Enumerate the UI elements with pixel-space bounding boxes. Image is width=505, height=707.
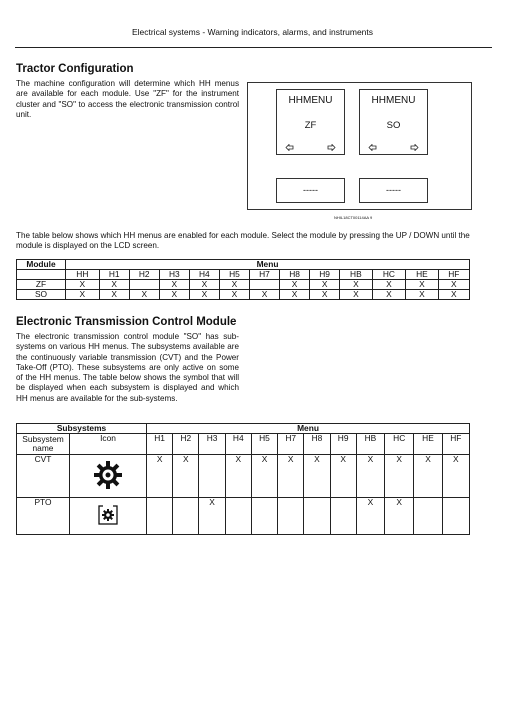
col-header: H1 (147, 434, 173, 455)
table-cell (304, 498, 330, 535)
col-header: HH (66, 270, 100, 280)
table-row (17, 290, 470, 300)
page-header: Electrical systems - Warning indicators, alarms, and instruments (131, 27, 374, 37)
col-header: HC (385, 434, 414, 455)
col-header: HE (414, 434, 442, 455)
col-header: HF (442, 434, 469, 455)
table-cell (330, 498, 356, 535)
col-header: H2 (173, 434, 199, 455)
arrow-left-icon (285, 144, 294, 151)
table-cell: X (189, 290, 219, 300)
table-cell: X (438, 280, 469, 290)
table-cell: X (189, 280, 219, 290)
menu-header: Menu (66, 260, 470, 270)
col-header: HE (406, 270, 438, 280)
menu-columns-row (17, 434, 470, 455)
col-header: H7 (249, 270, 279, 280)
table-cell: X (414, 455, 442, 498)
table-cell: X (356, 498, 384, 535)
table-cell: X (219, 280, 249, 290)
lcd-box-left: ----- (276, 178, 345, 203)
table-row (17, 455, 470, 498)
col-header: HC (372, 270, 406, 280)
col-header: H8 (280, 270, 310, 280)
subsystems-header: Subsystems (17, 424, 147, 434)
col-header: HF (438, 270, 469, 280)
panel-module: SO (386, 120, 401, 131)
table-cell: X (280, 290, 310, 300)
table-cell: X (340, 280, 372, 290)
table-cell: X (356, 455, 384, 498)
module-header: Module (17, 260, 66, 270)
arrow-left-icon (368, 144, 377, 151)
table-cell: X (406, 290, 438, 300)
table-cell (251, 498, 277, 535)
icon-cell (70, 498, 147, 535)
col-header: HB (340, 270, 372, 280)
panel-module: ZF (304, 120, 317, 131)
col-header: H8 (304, 434, 330, 455)
table-cell (199, 455, 225, 498)
table-cell: X (340, 290, 372, 300)
col-header: H7 (278, 434, 304, 455)
icon-header: Icon (70, 434, 147, 455)
table-cell: X (66, 290, 100, 300)
icon-cell (70, 455, 147, 498)
table-cell: X (99, 290, 129, 300)
table-cell (147, 498, 173, 535)
table-cell: X (249, 290, 279, 300)
table-cell (129, 280, 159, 290)
menu-columns-row (17, 270, 470, 280)
panel-title: HHMENU (288, 95, 333, 106)
table-cell: X (199, 498, 225, 535)
table-cell: X (385, 455, 414, 498)
table-cell: X (173, 455, 199, 498)
table-cell: X (159, 290, 189, 300)
table-cell: X (251, 455, 277, 498)
col-header: H1 (99, 270, 129, 280)
table-cell: X (406, 280, 438, 290)
table-cell: X (385, 498, 414, 535)
table-cell: X (99, 280, 129, 290)
table-cell: X (147, 455, 173, 498)
lcd-box-right: ----- (359, 178, 428, 203)
col-header: HB (356, 434, 384, 455)
table-cell (278, 498, 304, 535)
row-label: PTO (17, 498, 70, 535)
header-rule (15, 47, 492, 48)
table-cell: X (372, 290, 406, 300)
table-cell: X (330, 455, 356, 498)
table-cell: X (372, 280, 406, 290)
table-cell (249, 280, 279, 290)
table-row (17, 498, 470, 535)
hhmenu-panel-so (359, 89, 428, 155)
hhmenu-panel-zf (276, 89, 345, 155)
gear-icon (92, 459, 124, 491)
col-header: H5 (251, 434, 277, 455)
module-menu-table (16, 259, 470, 300)
panel-title: HHMENU (371, 95, 416, 106)
table-cell: X (219, 290, 249, 300)
menu-header: Menu (147, 424, 470, 434)
col-header: H4 (189, 270, 219, 280)
col-header: H9 (330, 434, 356, 455)
blank-cell (17, 270, 66, 280)
table-row (17, 280, 470, 290)
col-header: H4 (225, 434, 251, 455)
table-cell: X (66, 280, 100, 290)
table-cell: X (225, 455, 251, 498)
pto-gear-box-icon (97, 504, 119, 526)
subsystem-name-header: Subsystem name (17, 434, 70, 455)
table-cell (225, 498, 251, 535)
table-cell: X (442, 455, 469, 498)
arrow-right-icon (410, 144, 419, 151)
col-header: H5 (219, 270, 249, 280)
table-cell: X (438, 290, 469, 300)
hhmenu-figure (247, 82, 472, 210)
row-label: ZF (17, 280, 66, 290)
table-cell: X (129, 290, 159, 300)
subsystem-menu-table (16, 423, 470, 535)
col-header: H3 (199, 434, 225, 455)
table-cell: X (310, 290, 340, 300)
col-header: H3 (159, 270, 189, 280)
row-label: SO (17, 290, 66, 300)
table-cell: X (310, 280, 340, 290)
table-cell: X (280, 280, 310, 290)
table-cell (173, 498, 199, 535)
row-label: CVT (17, 455, 70, 498)
figure-caption: NHIL18CT00114AA 9 (334, 215, 373, 220)
section-title-tractor-configuration: Tractor Configuration (16, 63, 134, 75)
etcm-paragraph: The electronic transmission control module "SO" has sub-systems on various HH menus. The subsystems available are the continuously variable transmission (CVT) and the Power Take-Off (PTO). These subsystems are only active on some of the HH menus. The table below shows the symbol that will be displayed when each subsystem is displayed and which HH menus are available for the sub-systems. (16, 332, 239, 403)
module-table-intro: The table below shows which HH menus are enabled for each module. Select the module by pressing the UP / DOWN until the module is displayed on the LCD screen. (16, 231, 470, 251)
table-cell (414, 498, 442, 535)
table-cell: X (278, 455, 304, 498)
table-cell: X (159, 280, 189, 290)
table-cell (442, 498, 469, 535)
col-header: H2 (129, 270, 159, 280)
col-header: H9 (310, 270, 340, 280)
section-title-etcm: Electronic Transmission Control Module (16, 316, 237, 328)
tractor-configuration-paragraph: The machine configuration will determine which HH menus are available for each module. Use "ZF" for the instrument cluster and "SO" to access the electronic transmission control unit. (16, 79, 239, 119)
table-cell: X (304, 455, 330, 498)
arrow-right-icon (327, 144, 336, 151)
